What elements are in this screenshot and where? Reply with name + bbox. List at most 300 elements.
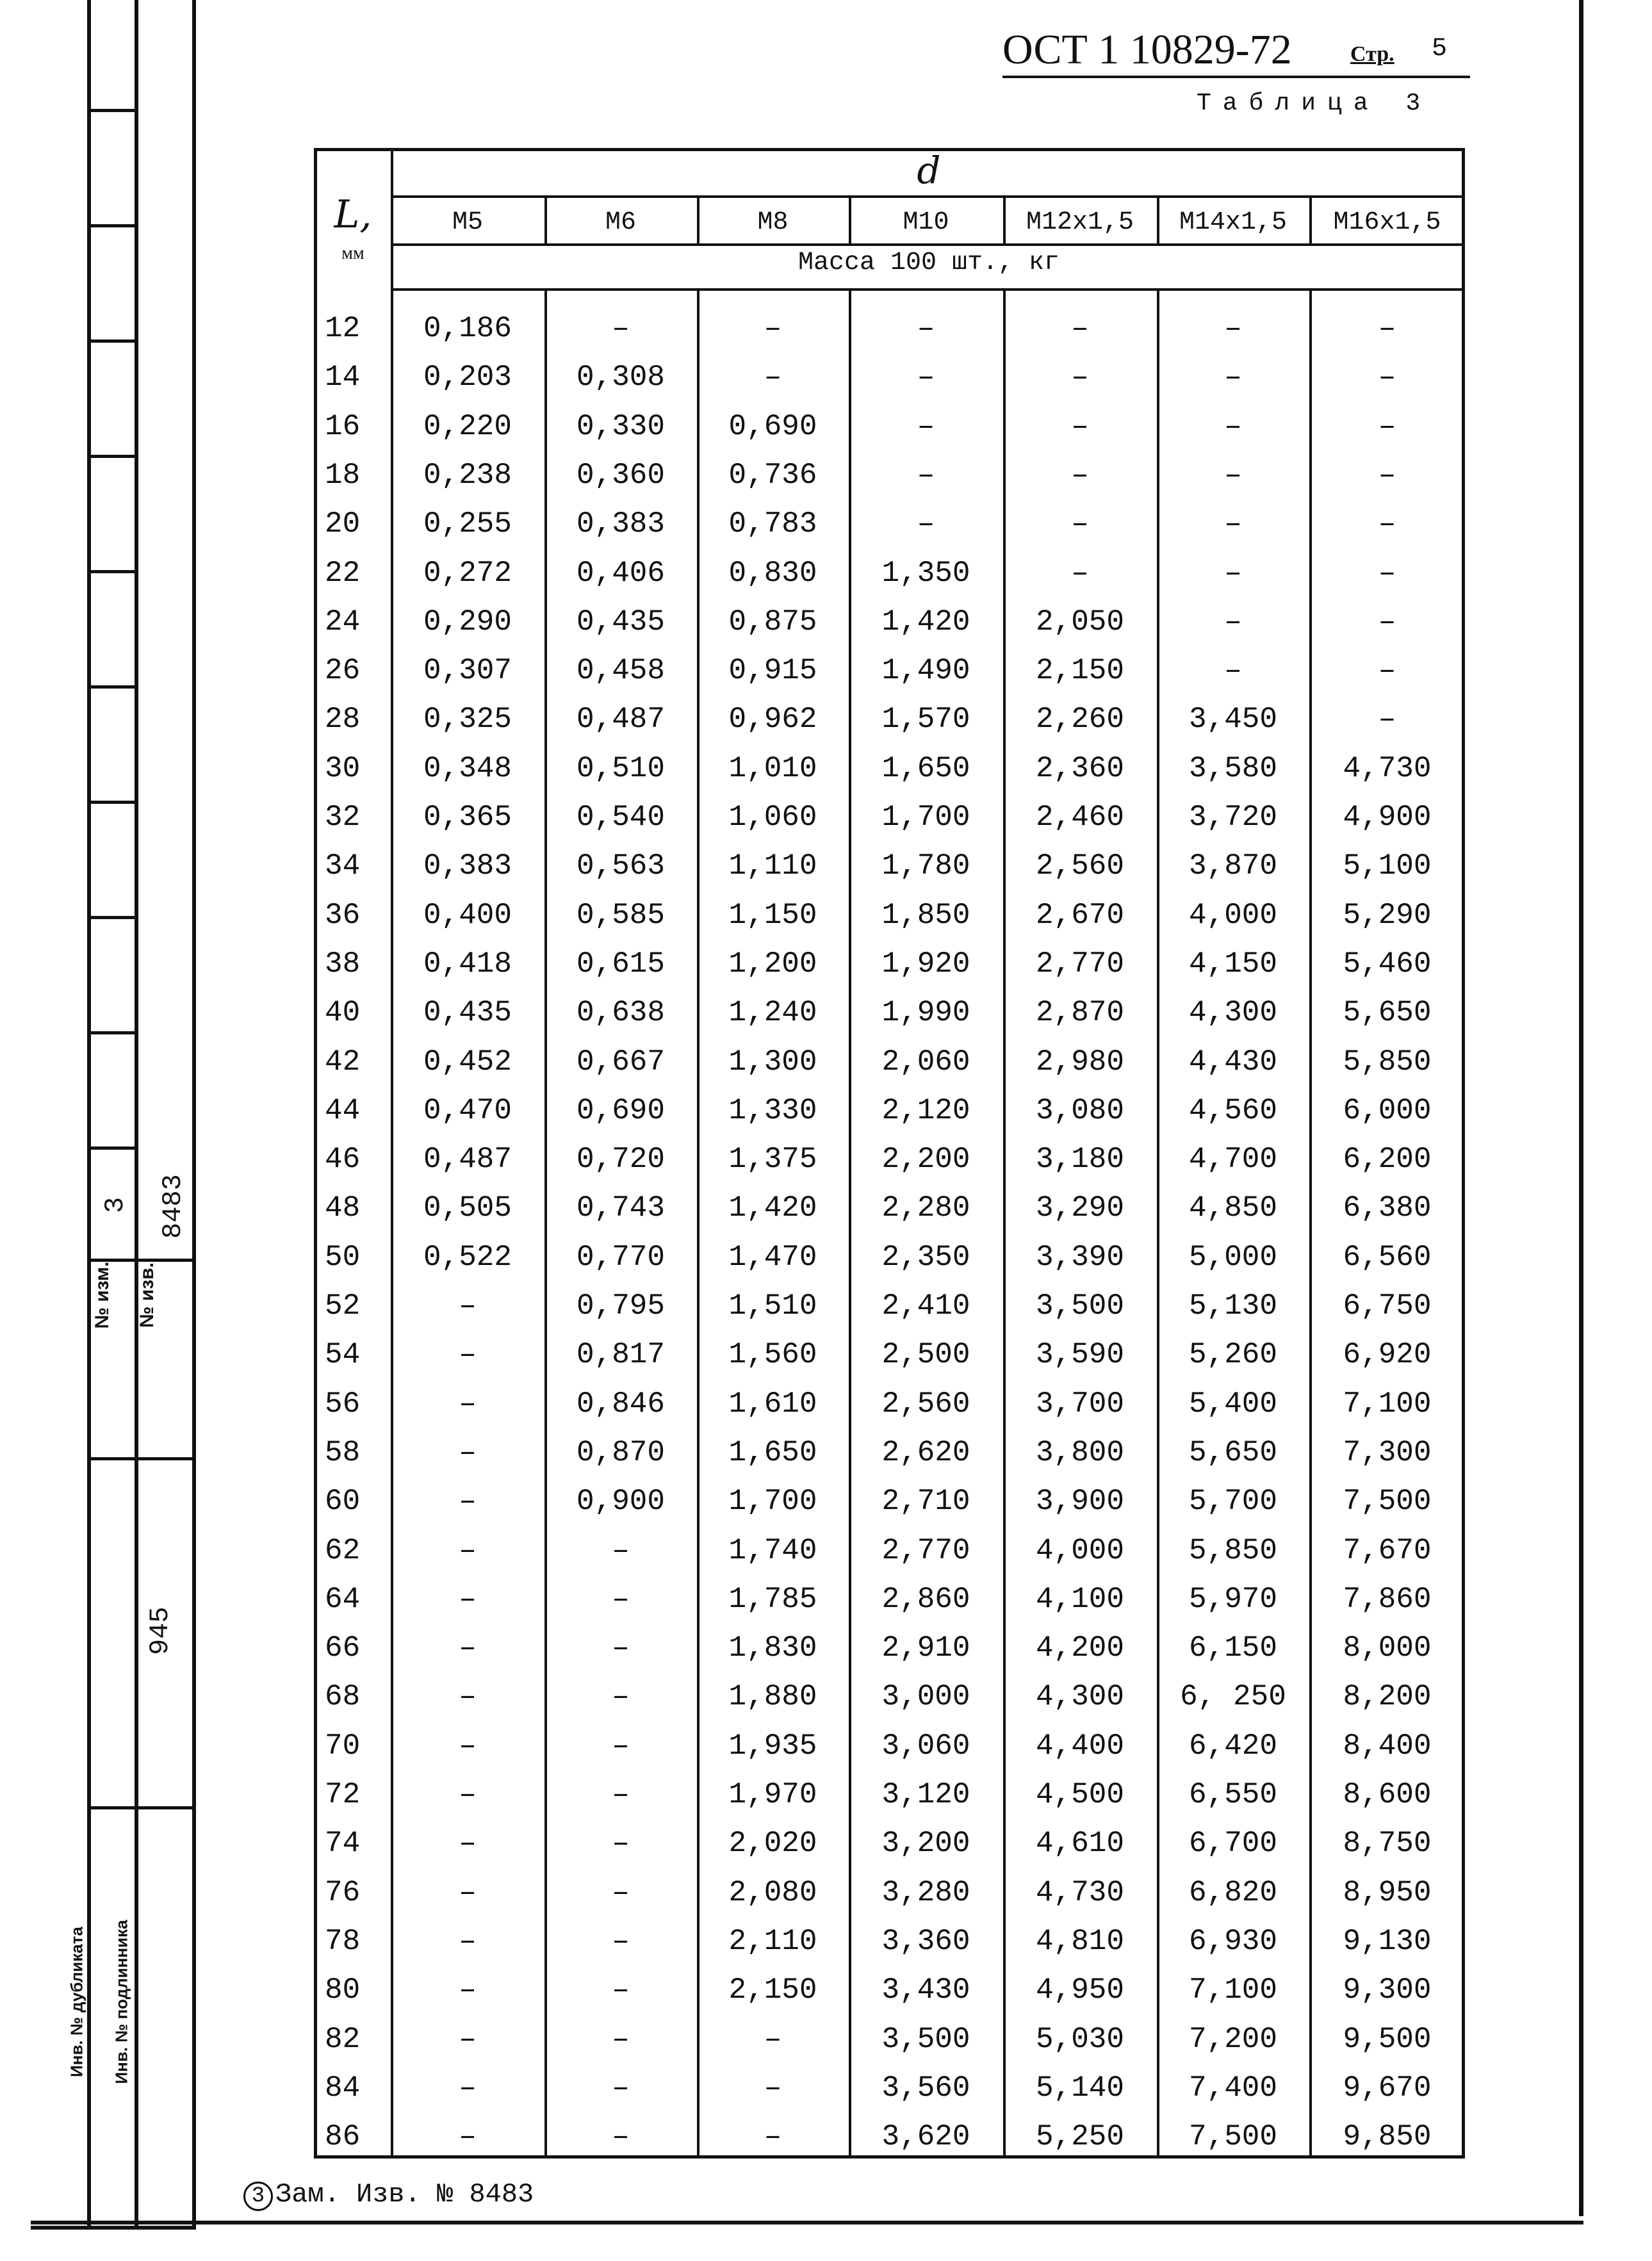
mass-cell: 2,020 <box>728 1827 817 1860</box>
mass-cell: 0,743 <box>576 1191 666 1225</box>
mass-cell: 1,200 <box>728 947 817 981</box>
length-cell: 20 <box>325 507 361 541</box>
mass-cell: 1,700 <box>881 801 970 834</box>
mass-cell: 1,150 <box>728 899 817 932</box>
mass-cell: 2,770 <box>1035 947 1125 981</box>
mass-cell: 1,650 <box>728 1436 817 1469</box>
mass-cell: 0,360 <box>576 459 666 492</box>
mass-cell: 6,000 <box>1343 1094 1432 1127</box>
mass-cell: – <box>764 312 782 345</box>
length-cell: 60 <box>325 1485 361 1518</box>
column-header: M8 <box>757 208 789 237</box>
mass-cell: 4,000 <box>1035 1534 1125 1567</box>
mass-cell: 1,060 <box>728 801 817 834</box>
mass-cell: 1,510 <box>728 1289 817 1323</box>
mass-cell: 5,850 <box>1343 1045 1432 1079</box>
mass-cell: 5,650 <box>1188 1436 1278 1469</box>
mass-cell: 0,307 <box>423 654 512 687</box>
mass-cell: – <box>1378 312 1396 345</box>
stamp-tick <box>87 1457 192 1460</box>
mass-cell: 3,900 <box>1035 1485 1125 1518</box>
length-cell: 84 <box>325 2071 361 2105</box>
mass-cell: 3,560 <box>881 2071 970 2105</box>
mass-cell: 9,130 <box>1343 1925 1432 1958</box>
mass-cell: 7,100 <box>1188 1973 1278 2007</box>
mass-cell: – <box>1071 507 1089 541</box>
mass-cell: 4,150 <box>1188 947 1278 981</box>
mass-cell: – <box>1071 459 1089 492</box>
mass-cell: 0,400 <box>423 899 512 932</box>
revision-circle-number: 3 <box>243 2182 273 2211</box>
stamp-tick <box>87 916 135 919</box>
column-header: M14x1,5 <box>1179 208 1288 237</box>
mass-cell: 0,272 <box>423 557 512 590</box>
length-cell: 12 <box>325 312 361 345</box>
length-cell: 80 <box>325 1973 361 2007</box>
mass-cell: 1,560 <box>728 1338 817 1371</box>
mass-cell: 5,460 <box>1343 947 1432 981</box>
mass-cell: 2,460 <box>1035 801 1125 834</box>
mass-cell: 0,736 <box>728 459 817 492</box>
mass-cell: – <box>1071 361 1089 394</box>
mass-cell: – <box>459 1289 477 1323</box>
mass-cell: 0,615 <box>576 947 666 981</box>
mass-cell: 1,420 <box>728 1191 817 1225</box>
stamp-label-izv: № изв. <box>136 1262 158 1328</box>
mass-cell: 5,400 <box>1188 1387 1278 1421</box>
revision-note-text: Зам. Изв. № 8483 <box>275 2179 534 2210</box>
mass-cell: 4,000 <box>1188 899 1278 932</box>
mass-cell: 1,920 <box>881 947 970 981</box>
mass-cell: 2,200 <box>881 1143 970 1176</box>
mass-cell: – <box>1378 703 1396 736</box>
mass-cell: 0,783 <box>728 507 817 541</box>
mass-cell: 1,010 <box>728 752 817 785</box>
mass-cell: 2,670 <box>1035 899 1125 932</box>
mass-cell: – <box>459 1729 477 1763</box>
mass-cell: – <box>1224 557 1242 590</box>
stamp-tick <box>87 339 135 343</box>
length-cell: 56 <box>325 1387 361 1421</box>
mass-cell: – <box>612 2071 630 2105</box>
mass-cell: 1,935 <box>728 1729 817 1763</box>
length-cell: 52 <box>325 1289 361 1323</box>
mass-cell: 0,220 <box>423 410 512 443</box>
mass-cell: 3,870 <box>1188 849 1278 883</box>
mass-cell: 1,350 <box>881 557 970 590</box>
length-cell: 16 <box>325 410 361 443</box>
mass-cell: 4,400 <box>1035 1729 1125 1763</box>
mass-cell: – <box>459 2120 477 2153</box>
length-cell: 66 <box>325 1631 361 1665</box>
mass-cell: 7,500 <box>1343 1485 1432 1518</box>
stamp-value-3: 3 <box>100 1196 131 1213</box>
mass-cell: 0,452 <box>423 1045 512 1079</box>
stamp-tick <box>87 570 135 573</box>
length-cell: 54 <box>325 1338 361 1371</box>
mass-cell: 2,120 <box>881 1094 970 1127</box>
mass-cell: 5,290 <box>1343 899 1432 932</box>
mass-cell: 6,920 <box>1343 1338 1432 1371</box>
mass-cell: 6,560 <box>1343 1241 1432 1274</box>
mass-cell: 3,120 <box>881 1778 970 1811</box>
mass-cell: 0,563 <box>576 849 666 883</box>
mass-cell: 0,255 <box>423 507 512 541</box>
length-cell: 62 <box>325 1534 361 1567</box>
mass-cell: 3,700 <box>1035 1387 1125 1421</box>
mass-cell: 0,505 <box>423 1191 512 1225</box>
mass-cell: 0,795 <box>576 1289 666 1323</box>
mass-cell: – <box>1071 410 1089 443</box>
mass-cell: – <box>1224 312 1242 345</box>
mass-cell: – <box>459 1827 477 1860</box>
mass-cell: 2,110 <box>728 1925 817 1958</box>
mass-cell: – <box>917 410 935 443</box>
mass-cell: 1,570 <box>881 703 970 736</box>
mass-cell: 0,690 <box>576 1094 666 1127</box>
length-cell: 36 <box>325 899 361 932</box>
mass-cell: 0,770 <box>576 1241 666 1274</box>
mass-cell: 3,360 <box>881 1925 970 1958</box>
mass-cell: 1,740 <box>728 1534 817 1567</box>
mass-cell: – <box>612 2023 630 2056</box>
mass-cell: 0,383 <box>423 849 512 883</box>
mass-cell: 1,850 <box>881 899 970 932</box>
mass-cell: 0,870 <box>576 1436 666 1469</box>
mass-cell: 3,500 <box>1035 1289 1125 1323</box>
column-header: M6 <box>605 208 636 237</box>
mass-cell: 0,290 <box>423 605 512 639</box>
stamp-value-8483: 8483 <box>158 1174 188 1239</box>
length-symbol: L, <box>334 192 372 237</box>
mass-cell: 1,240 <box>728 996 817 1029</box>
column-header: M5 <box>452 208 483 237</box>
mass-cell: 6,150 <box>1188 1631 1278 1665</box>
length-cell: 40 <box>325 996 361 1029</box>
stamp-tick <box>87 1806 192 1809</box>
mass-cell: 3,180 <box>1035 1143 1125 1176</box>
mass-cell: 7,100 <box>1343 1387 1432 1421</box>
length-cell: 30 <box>325 752 361 785</box>
mass-cell: 5,700 <box>1188 1485 1278 1518</box>
mass-cell: 9,850 <box>1343 2120 1432 2153</box>
mass-cell: 6,420 <box>1188 1729 1278 1763</box>
mass-cell: – <box>1224 459 1242 492</box>
mass-cell: 0,186 <box>423 312 512 345</box>
length-cell: 50 <box>325 1241 361 1274</box>
stamp-label-inv-podl: Инв. № подлинника <box>111 1920 131 2084</box>
mass-cell: – <box>1224 605 1242 639</box>
mass-cell: 6,700 <box>1188 1827 1278 1860</box>
mass-cell: 2,060 <box>881 1045 970 1079</box>
mass-cell: 5,850 <box>1188 1534 1278 1567</box>
mass-cell: 1,990 <box>881 996 970 1029</box>
mass-cell: 1,110 <box>728 849 817 883</box>
mass-cell: 7,670 <box>1343 1534 1432 1567</box>
mass-cell: 6,200 <box>1343 1143 1432 1176</box>
table-header-line <box>391 243 1465 246</box>
mass-cell: 7,400 <box>1188 2071 1278 2105</box>
mass-cell: 8,950 <box>1343 1876 1432 1909</box>
mass-cell: 4,700 <box>1188 1143 1278 1176</box>
mass-cell: 8,750 <box>1343 1827 1432 1860</box>
length-cell: 58 <box>325 1436 361 1469</box>
mass-cell: – <box>459 1387 477 1421</box>
mass-cell: – <box>459 1925 477 1958</box>
mass-cell: – <box>1224 410 1242 443</box>
mass-cell: 1,470 <box>728 1241 817 1274</box>
mass-cell: 5,250 <box>1035 2120 1125 2153</box>
mass-cell: 4,900 <box>1343 801 1432 834</box>
mass-cell: 4,560 <box>1188 1094 1278 1127</box>
mass-cell: 3,390 <box>1035 1241 1125 1274</box>
mass-cell: 3,580 <box>1188 752 1278 785</box>
length-cell: 42 <box>325 1045 361 1079</box>
mass-cell: – <box>1378 654 1396 687</box>
mass-cell: 0,308 <box>576 361 666 394</box>
length-cell: 68 <box>325 1680 361 1713</box>
length-cell: 70 <box>325 1729 361 1763</box>
mass-cell: 0,330 <box>576 410 666 443</box>
mass-cell: 2,280 <box>881 1191 970 1225</box>
mass-cell: 0,325 <box>423 703 512 736</box>
mass-cell: 1,490 <box>881 654 970 687</box>
mass-cell: 5,000 <box>1188 1241 1278 1274</box>
length-cell: 38 <box>325 947 361 981</box>
mass-cell: – <box>1378 459 1396 492</box>
mass-cell: 1,610 <box>728 1387 817 1421</box>
stamp-tick <box>87 801 135 804</box>
mass-cell: – <box>764 2023 782 2056</box>
mass-cell: 3,430 <box>881 1973 970 2007</box>
mass-cell: 3,290 <box>1035 1191 1125 1225</box>
mass-cell: 4,810 <box>1035 1925 1125 1958</box>
mass-cell: 0,487 <box>576 703 666 736</box>
mass-cell: 3,200 <box>881 1827 970 1860</box>
stamp-column-divider-1 <box>87 0 91 2226</box>
mass-cell: 6,930 <box>1188 1925 1278 1958</box>
length-cell: 48 <box>325 1191 361 1225</box>
mass-cell: – <box>459 1680 477 1713</box>
right-border-line <box>1579 0 1583 2216</box>
mass-cell: 0,690 <box>728 410 817 443</box>
length-cell: 72 <box>325 1778 361 1811</box>
mass-cell: – <box>459 1778 477 1811</box>
mass-cell: 6,750 <box>1343 1289 1432 1323</box>
mass-cell: 0,585 <box>576 899 666 932</box>
mass-cell: – <box>459 1973 477 2007</box>
mass-cell: – <box>459 1436 477 1469</box>
stamp-tick <box>87 224 135 227</box>
mass-cell: 0,203 <box>423 361 512 394</box>
length-cell: 86 <box>325 2120 361 2153</box>
length-cell: 14 <box>325 361 361 394</box>
mass-cell: 2,860 <box>881 1583 970 1616</box>
length-cell: 64 <box>325 1583 361 1616</box>
mass-cell: – <box>612 1729 630 1763</box>
mass-cell: 5,030 <box>1035 2023 1125 2056</box>
mass-cell: – <box>1224 507 1242 541</box>
mass-cell: 0,383 <box>576 507 666 541</box>
length-cell: 22 <box>325 557 361 590</box>
page-number: 5 <box>1432 35 1448 63</box>
table-header-line <box>391 195 1465 198</box>
mass-cell: 0,638 <box>576 996 666 1029</box>
mass-cell: 1,785 <box>728 1583 817 1616</box>
mass-cell: 4,610 <box>1035 1827 1125 1860</box>
mass-cell: 2,350 <box>881 1241 970 1274</box>
mass-cell: 2,980 <box>1035 1045 1125 1079</box>
stamp-tick <box>87 1031 135 1034</box>
mass-cell: 4,730 <box>1343 752 1432 785</box>
mass-cell: 1,375 <box>728 1143 817 1176</box>
mass-cell: – <box>1378 410 1396 443</box>
mass-cell: 2,150 <box>728 1973 817 2007</box>
length-unit: мм <box>341 243 364 263</box>
mass-cell: 2,500 <box>881 1338 970 1371</box>
stamp-tick <box>87 455 135 458</box>
length-cell: 18 <box>325 459 361 492</box>
mass-cell: 7,300 <box>1343 1436 1432 1469</box>
mass-cell: – <box>459 1534 477 1567</box>
mass-cell: 6,380 <box>1343 1191 1432 1225</box>
mass-cell: – <box>1378 605 1396 639</box>
mass-cell: 5,260 <box>1188 1338 1278 1371</box>
mass-cell: 4,730 <box>1035 1876 1125 1909</box>
column-header: M10 <box>903 208 949 237</box>
mass-cell: 0,830 <box>728 557 817 590</box>
mass-cell: 9,500 <box>1343 2023 1432 2056</box>
mass-cell: – <box>459 1876 477 1909</box>
mass-cell: 1,300 <box>728 1045 817 1079</box>
mass-cell: 1,880 <box>728 1680 817 1713</box>
mass-label: Масса 100 шт., кг <box>797 249 1060 277</box>
mass-cell: 4,500 <box>1035 1778 1125 1811</box>
mass-cell: 2,560 <box>881 1387 970 1421</box>
mass-cell: 3,500 <box>881 2023 970 2056</box>
mass-cell: – <box>1071 557 1089 590</box>
mass-cell: – <box>459 1485 477 1518</box>
mass-cell: – <box>1378 557 1396 590</box>
mass-cell: – <box>917 361 935 394</box>
mass-cell: 2,410 <box>881 1289 970 1323</box>
mass-cell: – <box>1224 654 1242 687</box>
mass-cell: – <box>917 312 935 345</box>
length-cell: 78 <box>325 1925 361 1958</box>
length-cell: 46 <box>325 1143 361 1176</box>
mass-cell: 5,130 <box>1188 1289 1278 1323</box>
mass-cell: 0,418 <box>423 947 512 981</box>
mass-cell: – <box>612 1925 630 1958</box>
mass-cell: – <box>612 312 630 345</box>
length-cell: 74 <box>325 1827 361 1860</box>
length-cell: 82 <box>325 2023 361 2056</box>
mass-cell: – <box>612 1534 630 1567</box>
page-label: Стр. <box>1350 42 1394 66</box>
mass-cell: 2,910 <box>881 1631 970 1665</box>
mass-cell: – <box>612 1827 630 1860</box>
mass-cell: 3,080 <box>1035 1094 1125 1127</box>
mass-cell: – <box>612 2120 630 2153</box>
table-header-line <box>391 288 1465 291</box>
mass-cell: – <box>1224 361 1242 394</box>
mass-cell: 8,000 <box>1343 1631 1432 1665</box>
mass-cell: 2,710 <box>881 1485 970 1518</box>
mass-cell: 3,060 <box>881 1729 970 1763</box>
length-cell: 44 <box>325 1094 361 1127</box>
diameter-symbol: d <box>917 149 941 192</box>
mass-cell: 4,300 <box>1188 996 1278 1029</box>
mass-cell: – <box>459 2023 477 2056</box>
column-header: M16x1,5 <box>1333 208 1441 237</box>
length-cell: 26 <box>325 654 361 687</box>
mass-cell: 0,348 <box>423 752 512 785</box>
mass-cell: 3,720 <box>1188 801 1278 834</box>
mass-cell: 0,238 <box>423 459 512 492</box>
column-header: M12x1,5 <box>1026 208 1134 237</box>
mass-cell: 3,450 <box>1188 703 1278 736</box>
stamp-tick <box>87 1147 135 1150</box>
mass-cell: 9,670 <box>1343 2071 1432 2105</box>
mass-cell: 1,420 <box>881 605 970 639</box>
mass-cell: 0,470 <box>423 1094 512 1127</box>
mass-cell: 2,150 <box>1035 654 1125 687</box>
mass-cell: 2,260 <box>1035 703 1125 736</box>
mass-cell: 6,820 <box>1188 1876 1278 1909</box>
mass-cell: 4,300 <box>1035 1680 1125 1713</box>
length-cell: 32 <box>325 801 361 834</box>
mass-cell: 0,510 <box>576 752 666 785</box>
mass-cell: 5,140 <box>1035 2071 1125 2105</box>
mass-cell: 2,080 <box>728 1876 817 1909</box>
mass-cell: 3,800 <box>1035 1436 1125 1469</box>
table-caption: Таблица 3 <box>1197 90 1432 117</box>
mass-cell: 2,050 <box>1035 605 1125 639</box>
mass-cell: 8,600 <box>1343 1778 1432 1811</box>
mass-cell: 5,650 <box>1343 996 1432 1029</box>
mass-cell: – <box>917 507 935 541</box>
mass-cell: – <box>612 1876 630 1909</box>
mass-cell: 0,487 <box>423 1143 512 1176</box>
mass-cell: 0,720 <box>576 1143 666 1176</box>
mass-cell: 1,650 <box>881 752 970 785</box>
mass-cell: – <box>459 2071 477 2105</box>
mass-cell: 3,280 <box>881 1876 970 1909</box>
mass-cell: – <box>1378 361 1396 394</box>
stamp-label-inv-dubl: Инв. № дубликата <box>67 1927 86 2077</box>
bottom-border-line <box>31 2221 1583 2224</box>
length-cell: 24 <box>325 605 361 639</box>
mass-cell: 0,900 <box>576 1485 666 1518</box>
revision-note <box>243 2179 534 2211</box>
mass-cell: 0,435 <box>576 605 666 639</box>
mass-cell: 0,406 <box>576 557 666 590</box>
mass-cell: 0,435 <box>423 996 512 1029</box>
mass-cell: 1,830 <box>728 1631 817 1665</box>
mass-cell: 5,970 <box>1188 1583 1278 1616</box>
mass-cell: 7,500 <box>1188 2120 1278 2153</box>
mass-cell: – <box>459 1631 477 1665</box>
mass-cell: 3,620 <box>881 2120 970 2153</box>
mass-cell: 1,330 <box>728 1094 817 1127</box>
mass-cell: 4,430 <box>1188 1045 1278 1079</box>
mass-cell: 0,875 <box>728 605 817 639</box>
mass-cell: – <box>764 2120 782 2153</box>
mass-cell: 4,950 <box>1035 1973 1125 2007</box>
mass-cell: 4,200 <box>1035 1631 1125 1665</box>
mass-cell: – <box>459 1583 477 1616</box>
mass-cell: 3,000 <box>881 1680 970 1713</box>
